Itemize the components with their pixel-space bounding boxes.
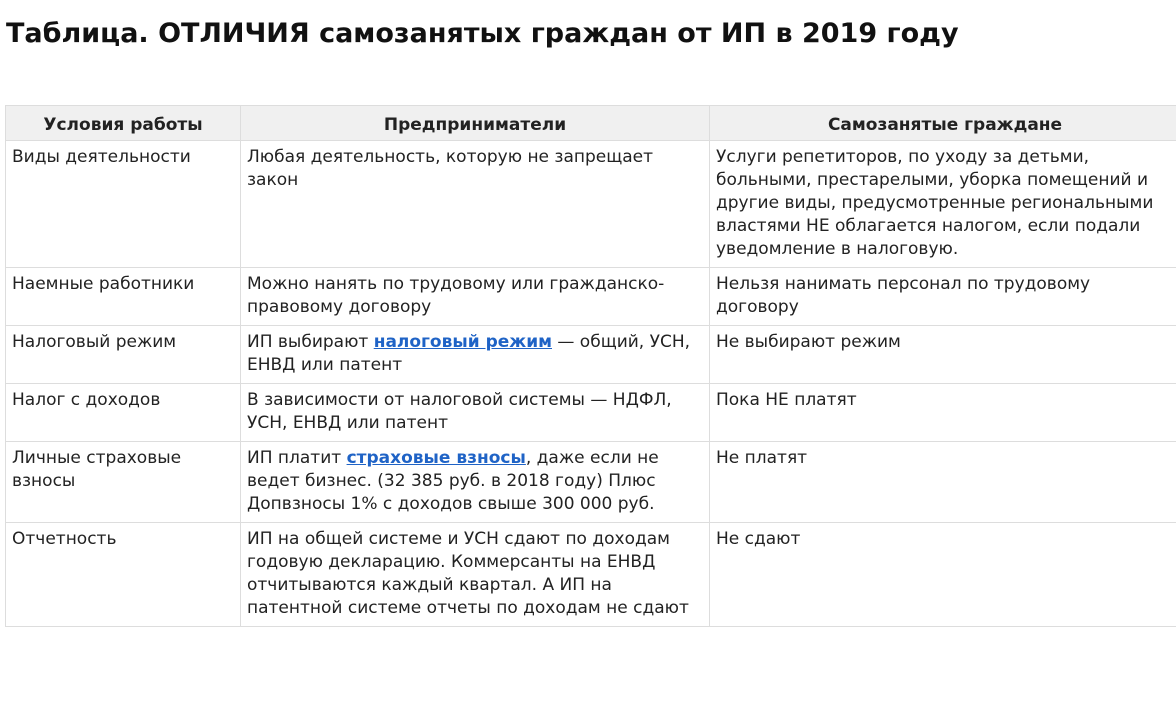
- table-row: [6, 384, 1176, 442]
- table-row: [6, 523, 1176, 627]
- table-row: [6, 268, 1176, 326]
- self-employed-cell: Не платят: [710, 442, 1176, 523]
- table-row: [6, 326, 1176, 384]
- entrepreneurs-cell: Любая деятельность, которую не запрещает закон: [241, 141, 710, 268]
- row-condition: Наемные работники: [6, 268, 241, 326]
- header-entrepreneurs: Предприниматели: [241, 106, 710, 141]
- cell-text: ИП выбирают: [247, 332, 374, 352]
- tax-regime-link[interactable]: налоговый режим: [373, 332, 552, 352]
- entrepreneurs-cell: [241, 442, 710, 523]
- header-self-employed: Самозанятые граждане: [710, 106, 1176, 141]
- self-employed-cell: Не выбирают режим: [710, 326, 1176, 384]
- self-employed-cell: Пока НЕ платят: [710, 384, 1176, 442]
- cell-text: , даже если не ведет бизнес. (32 385 руб. в 2018 году) Плюс Допвзносы 1% с доходов свыше 300 000 руб.: [247, 448, 659, 514]
- row-condition: Отчетность: [6, 523, 241, 627]
- table-row: [6, 442, 1176, 523]
- entrepreneurs-cell: Можно нанять по трудовому или гражданско-правовому договору: [241, 268, 710, 326]
- row-condition: Виды деятельности: [6, 141, 241, 268]
- entrepreneurs-cell: В зависимости от налоговой системы — НДФЛ, УСН, ЕНВД или патент: [241, 384, 710, 442]
- self-employed-cell: Не сдают: [710, 523, 1176, 627]
- self-employed-cell: Нельзя нанимать персонал по трудовому договору: [710, 268, 1176, 326]
- cell-text: — общий, УСН, ЕНВД или патент: [247, 332, 691, 375]
- cell-text: ИП платит: [247, 448, 347, 468]
- table-header-row: [6, 106, 1176, 141]
- row-condition: Личные страховые взносы: [6, 442, 241, 523]
- header-conditions: Условия работы: [6, 106, 241, 141]
- entrepreneurs-cell: ИП на общей системе и УСН сдают по доходам годовую декларацию. Коммерсанты на ЕНВД отчитываются каждый квартал. А ИП на патентной системе отчеты по доходам не сдают: [241, 523, 710, 627]
- self-employed-cell: Услуги репетиторов, по уходу за детьми, больными, престарелыми, уборка помещений и другие виды, предусмотренные региональными властями НЕ облагается налогом, если подали уведомление в налоговую.: [710, 141, 1176, 268]
- entrepreneurs-cell: [241, 326, 710, 384]
- comparison-table: [5, 105, 1176, 627]
- row-condition: Налог с доходов: [6, 384, 241, 442]
- table-row: [6, 141, 1176, 268]
- insurance-contributions-link[interactable]: страховые взносы: [346, 448, 526, 468]
- row-condition: Налоговый режим: [6, 326, 241, 384]
- page-title: Таблица. ОТЛИЧИЯ самозанятых граждан от ИП в 2019 году: [6, 18, 959, 49]
